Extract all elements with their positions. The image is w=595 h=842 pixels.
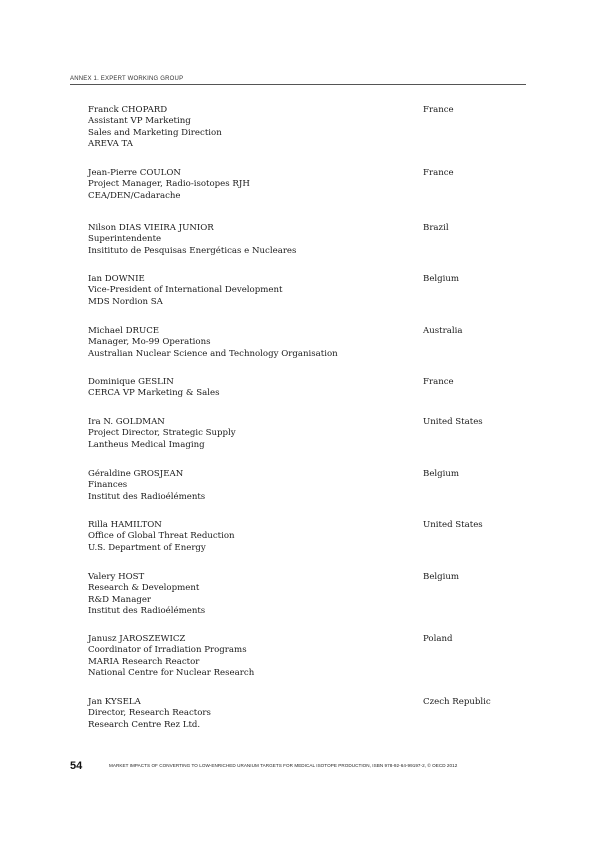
member-details: [88, 105, 418, 151]
member-entry: [88, 634, 528, 680]
member-name: Janusz JAROSZEWICZ: [88, 634, 186, 644]
member-entry: [88, 377, 528, 400]
member-affiliation-line: R&D Manager: [88, 594, 152, 605]
member-affiliation-line: Vice-President of International Development: [88, 285, 283, 296]
member-details: [88, 697, 418, 731]
member-details: [88, 634, 418, 680]
member-name: Géraldine GROSJEAN: [88, 469, 184, 479]
member-country: United States: [423, 417, 483, 427]
member-affiliation-line: Australian Nuclear Science and Technology Organisation: [88, 348, 338, 359]
member-affiliation-line: Office of Global Threat Reduction: [88, 531, 235, 542]
member-country: Poland: [423, 634, 453, 644]
member-name: Valery HOST: [88, 572, 145, 582]
member-entry: [88, 168, 528, 202]
member-details: [88, 223, 418, 257]
member-entry: [88, 417, 528, 451]
member-affiliation-line: U.S. Department of Energy: [88, 542, 206, 553]
member-name: Nilson DIAS VIEIRA JUNIOR: [88, 223, 214, 233]
member-country: France: [423, 105, 454, 115]
member-affiliation-line: Research Centre Rez Ltd.: [88, 719, 201, 730]
member-affiliation-line: MDS Nordion SA: [88, 296, 163, 307]
member-affiliation-line: CEA/DEN/Cadarache: [88, 190, 181, 201]
member-details: [88, 377, 418, 400]
member-country: France: [423, 377, 454, 387]
member-details: [88, 168, 418, 202]
member-entry: [88, 520, 528, 554]
member-affiliation-line: Director, Research Reactors: [88, 708, 211, 719]
member-details: [88, 417, 418, 451]
member-country: Belgium: [423, 469, 460, 479]
member-details: [88, 572, 418, 618]
page-number: 54: [70, 760, 83, 772]
member-name: Dominique GESLIN: [88, 377, 174, 387]
member-affiliation-line: Manager, Mo-99 Operations: [88, 337, 211, 348]
member-entry: [88, 572, 528, 618]
member-affiliation-line: Project Director, Strategic Supply: [88, 428, 236, 439]
member-entry: [88, 326, 528, 360]
member-affiliation-line: National Centre for Nuclear Research: [88, 668, 255, 679]
member-affiliation-line: AREVA TA: [88, 139, 133, 150]
member-affiliation-line: Insitituto de Pesquisas Energéticas e Nucleares: [88, 245, 297, 256]
member-affiliation-line: Superintendente: [88, 234, 162, 245]
member-name: Jan KYSELA: [88, 697, 141, 707]
member-country: Australia: [423, 326, 463, 336]
member-name: Franck CHOPARD: [88, 105, 168, 115]
member-details: [88, 326, 418, 360]
member-entry: [88, 469, 528, 503]
member-entry: [88, 105, 528, 151]
member-details: [88, 274, 418, 308]
member-entry: [88, 697, 528, 731]
member-affiliation-line: Sales and Marketing Direction: [88, 127, 222, 138]
member-country: Belgium: [423, 572, 460, 582]
member-affiliation-line: Research & Development: [88, 583, 200, 594]
member-country: Belgium: [423, 274, 460, 284]
member-affiliation-line: Lantheus Medical Imaging: [88, 439, 205, 450]
member-affiliation-line: Assistant VP Marketing: [88, 116, 191, 127]
member-country: United States: [423, 520, 483, 530]
member-country: Czech Republic: [423, 697, 491, 707]
member-entry: [88, 274, 528, 308]
footer-citation: MARKET IMPACTS OF CONVERTING TO LOW-ENRICHED URANIUM TARGETS FOR MEDICAL ISOTOPE PRODUCTION, ISBN 978-92-64-99197-2, © OECD 2012: [109, 763, 458, 768]
member-affiliation-line: Coordinator of Irradiation Programs: [88, 645, 247, 656]
member-name: Rilla HAMILTON: [88, 520, 162, 530]
member-entry: [88, 223, 528, 257]
member-affiliation-line: Institut des Radioéléments: [88, 491, 206, 502]
member-affiliation-line: Institut des Radioéléments: [88, 606, 206, 617]
member-affiliation-line: Project Manager, Radio-isotopes RJH: [88, 179, 250, 190]
member-details: [88, 469, 418, 503]
member-affiliation-line: MARIA Research Reactor: [88, 656, 200, 667]
member-affiliation-line: CERCA VP Marketing & Sales: [88, 388, 220, 399]
header-divider: [70, 84, 526, 85]
section-title: ANNEX 1. EXPERT WORKING GROUP: [70, 76, 184, 82]
member-country: France: [423, 168, 454, 178]
member-name: Michael DRUCE: [88, 326, 160, 336]
member-name: Ira N. GOLDMAN: [88, 417, 165, 427]
member-details: [88, 520, 418, 554]
member-country: Brazil: [423, 223, 449, 233]
member-name: Ian DOWNIE: [88, 274, 145, 284]
member-affiliation-line: Finances: [88, 480, 128, 491]
member-name: Jean-Pierre COULON: [88, 168, 181, 178]
